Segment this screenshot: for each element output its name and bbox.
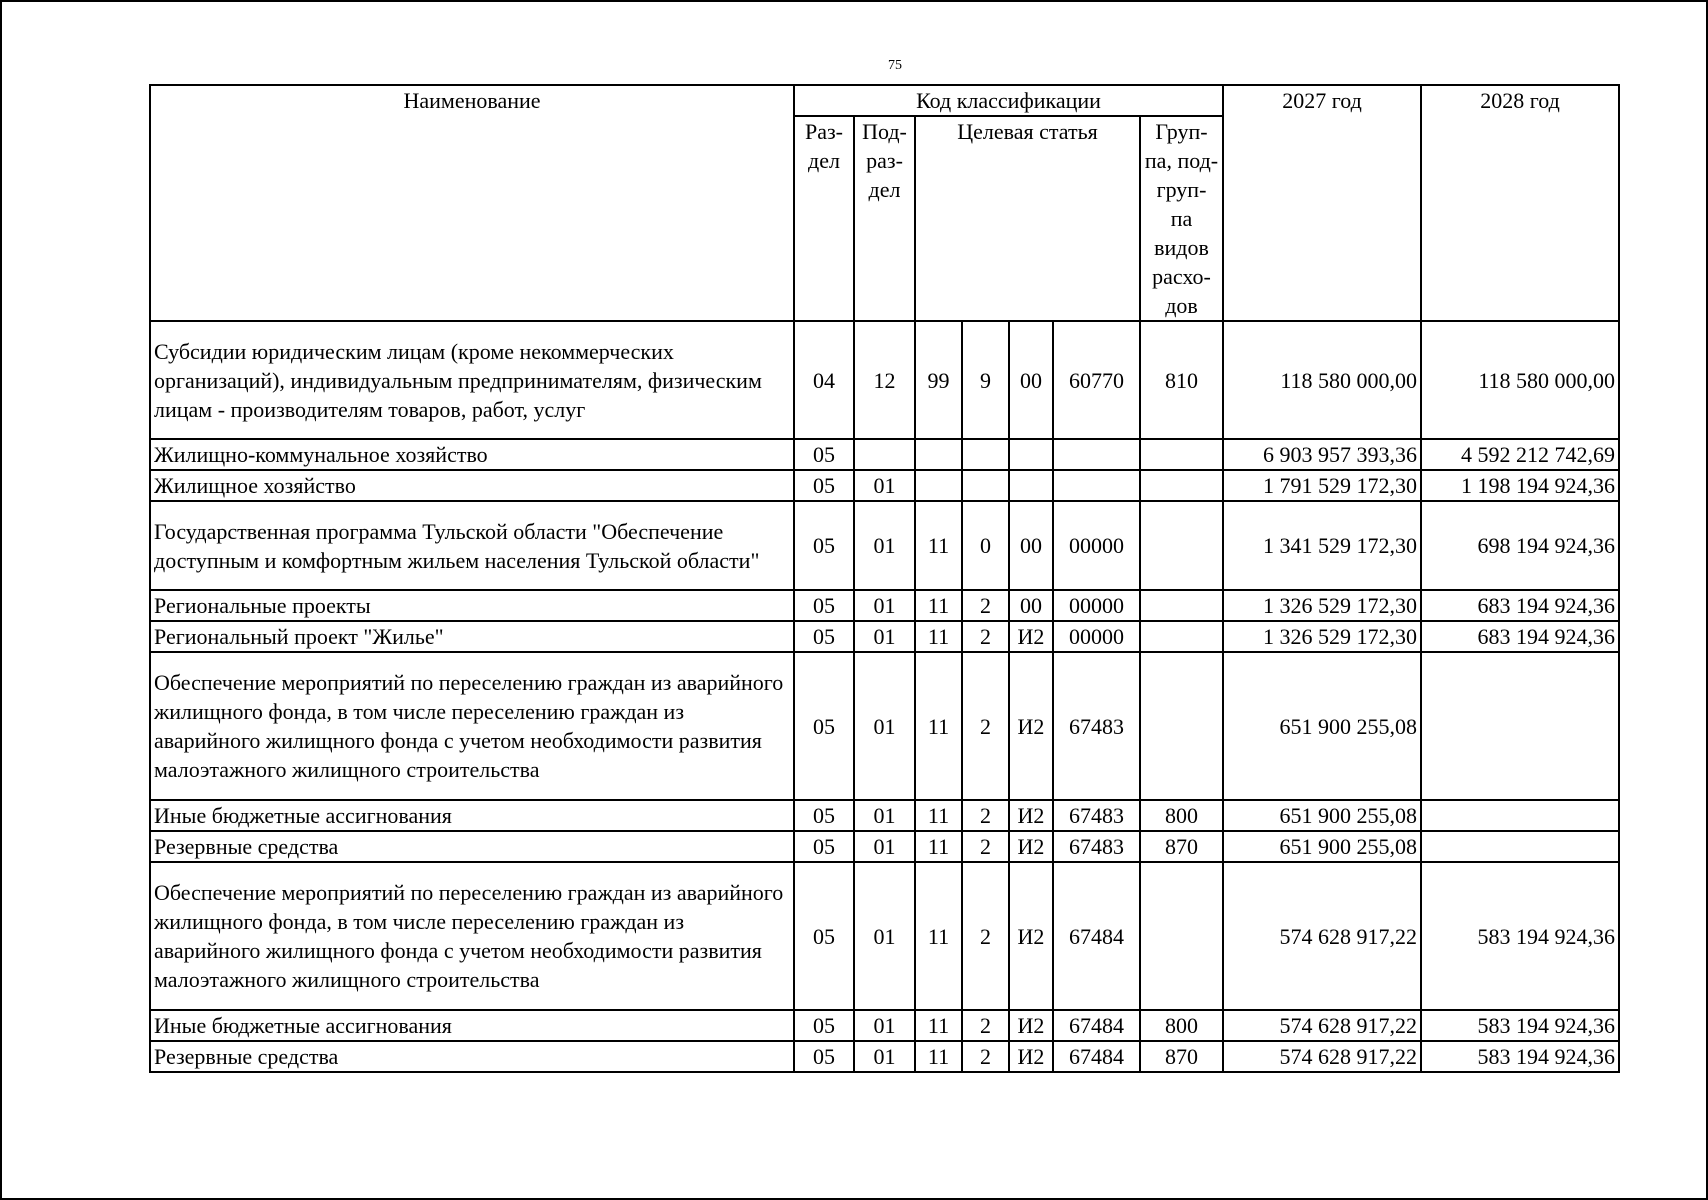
row-target-code: 67483 [1053,831,1140,862]
row-amount-2027: 574 628 917,22 [1223,1041,1421,1072]
row-target-program [915,439,962,470]
row-amount-2027: 1 326 529 172,30 [1223,621,1421,652]
row-podrazdel: 01 [854,1041,915,1072]
row-target-program: 11 [915,590,962,621]
row-target-direction: 00 [1009,321,1053,439]
row-target-direction: И2 [1009,652,1053,800]
row-target-subprogram: 2 [962,831,1009,862]
row-expense-group [1140,652,1223,800]
budget-table [149,84,1620,1073]
table-row [150,1010,1619,1041]
row-podrazdel: 01 [854,501,915,590]
row-podrazdel [854,439,915,470]
row-amount-2028: 698 194 924,36 [1421,501,1619,590]
row-expense-group: 870 [1140,831,1223,862]
row-razdel: 05 [794,621,854,652]
table-row [150,590,1619,621]
row-target-code: 67484 [1053,1041,1140,1072]
table-row [150,652,1619,800]
row-amount-2027: 118 580 000,00 [1223,321,1421,439]
row-amount-2028: 583 194 924,36 [1421,1041,1619,1072]
row-amount-2027: 1 326 529 172,30 [1223,590,1421,621]
row-expense-group: 810 [1140,321,1223,439]
row-target-subprogram: 2 [962,1010,1009,1041]
row-razdel: 05 [794,590,854,621]
header-classification: Код классификации [794,85,1223,116]
row-target-direction: И2 [1009,800,1053,831]
row-amount-2027: 1 791 529 172,30 [1223,470,1421,501]
row-target-code: 00000 [1053,501,1140,590]
row-name: Резервные средства [150,831,794,862]
row-amount-2028: 1 198 194 924,36 [1421,470,1619,501]
table-row [150,800,1619,831]
header-target-article [915,116,1140,321]
row-target-program: 11 [915,800,962,831]
row-podrazdel: 01 [854,652,915,800]
table-row [150,501,1619,590]
row-expense-group [1140,439,1223,470]
row-target-direction [1009,439,1053,470]
row-name: Государственная программа Тульской области "Обеспечение доступным и комфортным жильем населения Тульской области" [150,501,794,590]
row-razdel: 05 [794,652,854,800]
row-target-code: 67483 [1053,652,1140,800]
row-target-code: 00000 [1053,621,1140,652]
row-amount-2027: 651 900 255,08 [1223,652,1421,800]
table-row [150,1041,1619,1072]
row-amount-2027: 651 900 255,08 [1223,831,1421,862]
row-amount-2028 [1421,652,1619,800]
row-target-program: 11 [915,1010,962,1041]
row-amount-2028: 683 194 924,36 [1421,621,1619,652]
header-group: Груп- па, под- груп- па видов расхо- дов [1140,116,1223,321]
row-expense-group [1140,621,1223,652]
table-body [150,321,1619,1072]
row-target-direction: 00 [1009,590,1053,621]
row-razdel: 05 [794,831,854,862]
table-row [150,862,1619,1010]
row-target-subprogram: 2 [962,652,1009,800]
row-target-code [1053,470,1140,501]
row-amount-2027: 574 628 917,22 [1223,1010,1421,1041]
row-amount-2028: 583 194 924,36 [1421,862,1619,1010]
row-amount-2027: 6 903 957 393,36 [1223,439,1421,470]
table-row [150,831,1619,862]
row-target-direction: И2 [1009,621,1053,652]
row-name: Жилищно-коммунальное хозяйство [150,439,794,470]
row-name: Иные бюджетные ассигнования [150,800,794,831]
row-podrazdel: 01 [854,621,915,652]
row-target-subprogram: 0 [962,501,1009,590]
row-target-program: 11 [915,652,962,800]
row-expense-group: 800 [1140,800,1223,831]
row-target-program [915,470,962,501]
header-year-2027: 2027 год [1223,85,1421,321]
row-target-subprogram: 9 [962,321,1009,439]
row-target-subprogram [962,470,1009,501]
header-podrazdel: Под- раз- дел [854,116,915,321]
row-target-direction [1009,470,1053,501]
header-name: Наименование [150,85,794,321]
row-amount-2028 [1421,800,1619,831]
header-target-article-label: Целевая статья [957,119,1098,144]
row-expense-group: 870 [1140,1041,1223,1072]
row-target-subprogram: 2 [962,590,1009,621]
table-row [150,470,1619,501]
row-razdel: 05 [794,1010,854,1041]
header-razdel: Раз- дел [794,116,854,321]
row-target-direction: И2 [1009,831,1053,862]
row-target-program: 99 [915,321,962,439]
row-target-subprogram: 2 [962,621,1009,652]
row-name: Иные бюджетные ассигнования [150,1010,794,1041]
row-name: Региональный проект "Жилье" [150,621,794,652]
row-podrazdel: 12 [854,321,915,439]
row-podrazdel: 01 [854,470,915,501]
row-target-code: 67484 [1053,862,1140,1010]
row-target-code: 00000 [1053,590,1140,621]
row-amount-2027: 651 900 255,08 [1223,800,1421,831]
row-target-program: 11 [915,621,962,652]
row-name: Обеспечение мероприятий по переселению граждан из аварийного жилищного фонда, в том числе переселению граждан из аварийного жилищного фонда с учетом необходимости развития малоэтажного жилищного строительства [150,862,794,1010]
table-row [150,621,1619,652]
row-name: Субсидии юридическим лицам (кроме некоммерческих организаций), индивидуальным предпринимателям, физическим лицам - производителям товаров, работ, услуг [150,321,794,439]
header-year-2028: 2028 год [1421,85,1619,321]
row-target-subprogram: 2 [962,862,1009,1010]
row-amount-2028: 4 592 212 742,69 [1421,439,1619,470]
row-razdel: 05 [794,800,854,831]
row-target-direction: И2 [1009,862,1053,1010]
row-razdel: 05 [794,862,854,1010]
row-expense-group [1140,590,1223,621]
row-name: Обеспечение мероприятий по переселению граждан из аварийного жилищного фонда, в том числе переселению граждан из аварийного жилищного фонда с учетом необходимости развития малоэтажного жилищного строительства [150,652,794,800]
row-podrazdel: 01 [854,862,915,1010]
row-target-code [1053,439,1140,470]
row-expense-group [1140,862,1223,1010]
row-expense-group [1140,470,1223,501]
row-razdel: 05 [794,439,854,470]
row-name: Региональные проекты [150,590,794,621]
page-number: 75 [888,58,902,73]
row-target-code: 67483 [1053,800,1140,831]
row-razdel: 05 [794,470,854,501]
row-target-direction: И2 [1009,1041,1053,1072]
row-expense-group: 800 [1140,1010,1223,1041]
row-target-program: 11 [915,831,962,862]
row-target-subprogram [962,439,1009,470]
row-target-subprogram: 2 [962,800,1009,831]
row-amount-2027: 1 341 529 172,30 [1223,501,1421,590]
row-amount-2027: 574 628 917,22 [1223,862,1421,1010]
row-amount-2028: 683 194 924,36 [1421,590,1619,621]
row-razdel: 05 [794,501,854,590]
table-row [150,321,1619,439]
row-target-subprogram: 2 [962,1041,1009,1072]
row-podrazdel: 01 [854,831,915,862]
row-razdel: 05 [794,1041,854,1072]
row-expense-group [1140,501,1223,590]
row-podrazdel: 01 [854,1010,915,1041]
row-target-code: 67484 [1053,1010,1140,1041]
row-amount-2028 [1421,831,1619,862]
row-target-program: 11 [915,862,962,1010]
row-razdel: 04 [794,321,854,439]
row-target-code: 60770 [1053,321,1140,439]
row-target-program: 11 [915,1041,962,1072]
row-target-direction: И2 [1009,1010,1053,1041]
row-amount-2028: 118 580 000,00 [1421,321,1619,439]
row-target-program: 11 [915,501,962,590]
row-podrazdel: 01 [854,590,915,621]
row-amount-2028: 583 194 924,36 [1421,1010,1619,1041]
row-podrazdel: 01 [854,800,915,831]
row-name: Резервные средства [150,1041,794,1072]
table-row [150,439,1619,470]
row-name: Жилищное хозяйство [150,470,794,501]
row-target-direction: 00 [1009,501,1053,590]
